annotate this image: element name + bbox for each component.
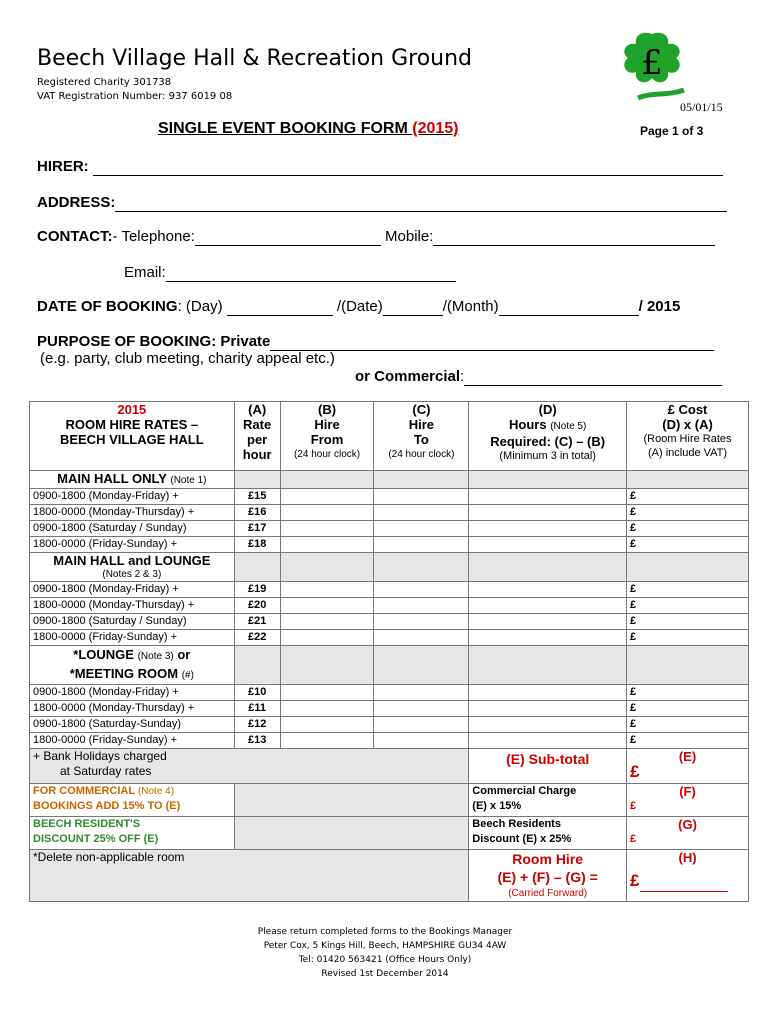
row-label: 1800-0000 (Monday-Thursday) + xyxy=(30,505,235,521)
row-rate: £10 xyxy=(234,685,280,701)
row-rate: £12 xyxy=(234,717,280,733)
room-hire-total-input[interactable] xyxy=(640,876,728,892)
room-hire-pound: £ xyxy=(630,871,640,890)
commercial-charge-line2: (E) x 15% xyxy=(472,800,522,812)
hire-to-cell[interactable] xyxy=(374,614,469,630)
hire-from-cell[interactable] xyxy=(280,717,374,733)
grey-cell xyxy=(280,646,374,685)
resident-discount-line2: Discount (E) x 25% xyxy=(472,833,572,845)
section-title-text: MAIN HALL ONLY xyxy=(57,471,167,486)
subtotal-pound: £ xyxy=(630,762,640,781)
resident-line1: BEECH RESIDENT'S xyxy=(33,818,141,830)
row-label: 1800-0000 (Monday-Thursday) + xyxy=(30,598,235,614)
resident-discount-line1: Beech Residents xyxy=(472,818,561,830)
hire-to-cell[interactable] xyxy=(374,582,469,598)
grey-cell xyxy=(234,817,469,850)
date-input-line[interactable] xyxy=(383,298,443,316)
hours-cell[interactable] xyxy=(469,685,627,701)
cost-cell[interactable]: £ xyxy=(627,537,749,553)
form-title-year: (2015) xyxy=(412,120,459,137)
header-b-sub: (24 hour clock) xyxy=(293,449,361,460)
section-title-or: or xyxy=(177,647,191,662)
commercial-f-label: (F) xyxy=(679,784,696,799)
header-d-hours-text: Hours xyxy=(509,417,547,432)
cost-cell[interactable]: £ xyxy=(627,598,749,614)
section-note: (Note 3) xyxy=(137,651,174,662)
row-label: 0900-1800 (Monday-Friday) + xyxy=(30,582,235,598)
contact-label: CONTACT: xyxy=(37,228,113,245)
header-c-hire: Hire xyxy=(408,417,435,432)
grey-cell xyxy=(374,553,469,582)
header-cost-sub1: (Room Hire Rates xyxy=(643,433,732,445)
charity-number: Registered Charity 301738 xyxy=(37,77,172,88)
hire-to-cell[interactable] xyxy=(374,505,469,521)
delete-note: *Delete non-applicable room xyxy=(30,850,469,902)
hours-cell[interactable] xyxy=(469,614,627,630)
resident-g-label: (G) xyxy=(678,817,697,832)
hall-title: Beech Village Hall & Recreation Ground xyxy=(37,46,473,71)
resident-note xyxy=(30,817,235,850)
commercial-line2: BOOKINGS ADD 15% TO (E) xyxy=(33,800,181,812)
cost-cell[interactable]: £ xyxy=(627,521,749,537)
cost-cell[interactable]: £ xyxy=(627,489,749,505)
footer-return-note: Please return completed forms to the Bookings Manager xyxy=(257,927,513,937)
room-hire-total-cell[interactable] xyxy=(627,850,749,902)
table-row xyxy=(30,521,749,537)
hire-from-cell[interactable] xyxy=(280,630,374,646)
email-label: Email: xyxy=(124,264,166,281)
vat-number: VAT Registration Number: 937 6019 08 xyxy=(37,91,233,102)
resident-discount-label xyxy=(469,817,627,850)
hire-from-cell[interactable] xyxy=(280,537,374,553)
section-main-hall-only xyxy=(30,471,749,489)
hire-to-cell[interactable] xyxy=(374,598,469,614)
room-hire-label xyxy=(469,850,627,902)
table-row xyxy=(30,614,749,630)
page-number: Page 1 of 3 xyxy=(640,124,704,138)
row-label: 1800-0000 (Friday-Sunday) + xyxy=(30,630,235,646)
row-rate: £22 xyxy=(234,630,280,646)
month-label: /(Month) xyxy=(442,298,499,315)
commercial-charge-cell[interactable] xyxy=(627,784,749,817)
commercial-pound: £ xyxy=(630,800,637,812)
table-row xyxy=(30,582,749,598)
room-hire-line2: (E) + (F) – (G) = xyxy=(497,869,598,885)
footer-telephone: Tel: 01420 563421 (Office Hours Only) xyxy=(298,955,472,965)
header-d-sub: (Minimum 3 in total) xyxy=(499,450,596,462)
table-row xyxy=(30,685,749,701)
grey-cell xyxy=(469,646,627,685)
cost-cell[interactable]: £ xyxy=(627,701,749,717)
header-c: (C) xyxy=(412,402,431,417)
address-label: ADDRESS: xyxy=(37,194,116,211)
hire-from-cell[interactable] xyxy=(280,614,374,630)
date-label: /(Date) xyxy=(336,298,383,315)
hire-from-cell[interactable] xyxy=(280,582,374,598)
commercial-note xyxy=(30,784,235,817)
commercial-text: FOR COMMERCIAL xyxy=(33,785,135,797)
section-title xyxy=(30,646,235,685)
row-rate: £15 xyxy=(234,489,280,505)
table-row xyxy=(30,505,749,521)
form-date: 05/01/15 xyxy=(680,100,723,114)
telephone-input-line[interactable] xyxy=(195,228,381,246)
grey-cell xyxy=(234,471,280,489)
subtotal-row xyxy=(30,749,749,784)
grey-cell xyxy=(234,784,469,817)
header-room-rates xyxy=(30,402,235,471)
date-of-booking-label: DATE OF BOOKING xyxy=(37,298,178,315)
header-d-hours xyxy=(472,417,623,434)
form-title xyxy=(158,120,459,138)
private-label: : Private xyxy=(211,333,271,350)
table-row xyxy=(30,630,749,646)
row-rate: £13 xyxy=(234,733,280,749)
section-lounge-or-meeting-room xyxy=(30,646,749,685)
row-rate: £21 xyxy=(234,614,280,630)
header-cost-formula: (D) x (A) xyxy=(662,417,713,432)
hours-cell[interactable] xyxy=(469,733,627,749)
header-a-hour: hour xyxy=(242,447,272,462)
hire-to-cell[interactable] xyxy=(374,685,469,701)
hire-to-cell[interactable] xyxy=(374,733,469,749)
bank-holidays-note xyxy=(30,749,469,784)
row-rate: £20 xyxy=(234,598,280,614)
section-title-line2 xyxy=(33,665,231,684)
hire-from-cell[interactable] xyxy=(280,489,374,505)
header-hire-to xyxy=(374,402,469,471)
email-input-line[interactable] xyxy=(166,264,456,282)
row-label: 0900-1800 (Saturday / Sunday) xyxy=(30,614,235,630)
svg-text:£: £ xyxy=(641,43,663,83)
address-input-line[interactable] xyxy=(115,194,727,212)
commercial-line1 xyxy=(33,784,231,799)
cost-cell[interactable]: £ xyxy=(627,685,749,701)
room-hire-total-row xyxy=(30,850,749,902)
row-label: 1800-0000 (Friday-Sunday) + xyxy=(30,733,235,749)
grey-cell xyxy=(469,471,627,489)
cost-cell[interactable]: £ xyxy=(627,614,749,630)
purpose-label: PURPOSE OF BOOKING xyxy=(37,333,212,350)
grey-cell xyxy=(280,553,374,582)
grey-cell xyxy=(627,471,749,489)
header-d-note: (Note 5) xyxy=(550,421,587,432)
section-title-lounge: *LOUNGE xyxy=(73,647,134,662)
hours-cell[interactable] xyxy=(469,582,627,598)
row-rate: £16 xyxy=(234,505,280,521)
bank-holidays-line2: at Saturday rates xyxy=(60,764,152,778)
hire-to-cell[interactable] xyxy=(374,630,469,646)
hire-from-cell[interactable] xyxy=(280,521,374,537)
hours-cell[interactable] xyxy=(469,489,627,505)
hours-cell[interactable] xyxy=(469,598,627,614)
address-row xyxy=(37,194,727,212)
section-title xyxy=(30,471,235,489)
hire-from-cell[interactable] xyxy=(280,701,374,717)
header-d: (D) xyxy=(538,402,557,417)
row-rate: £18 xyxy=(234,537,280,553)
header-c-to: To xyxy=(413,432,429,447)
commercial-input-line[interactable] xyxy=(464,368,722,386)
row-label: 0900-1800 (Saturday-Sunday) xyxy=(30,717,235,733)
grey-cell xyxy=(627,553,749,582)
hours-cell[interactable] xyxy=(469,521,627,537)
grey-cell xyxy=(280,471,374,489)
hire-to-cell[interactable] xyxy=(374,489,469,505)
grey-cell xyxy=(469,553,627,582)
mobile-input-line[interactable] xyxy=(433,228,715,246)
subtotal-e-label: (E) xyxy=(678,749,697,764)
row-rate: £17 xyxy=(234,521,280,537)
row-label: 1800-0000 (Friday-Sunday) + xyxy=(30,537,235,553)
header-d-required: Required: (C) – (B) xyxy=(490,434,606,449)
form-title-text: SINGLE EVENT BOOKING FORM xyxy=(158,120,408,137)
hirer-label: HIRER: xyxy=(37,158,89,175)
day-label: : (Day) xyxy=(177,298,223,315)
commercial-row: or Commercial: xyxy=(355,368,722,386)
commercial-charge-label xyxy=(469,784,627,817)
cost-cell[interactable]: £ xyxy=(627,630,749,646)
mobile-label: Mobile: xyxy=(385,228,434,245)
cost-cell[interactable]: £ xyxy=(627,505,749,521)
row-rate: £19 xyxy=(234,582,280,598)
hire-from-cell[interactable] xyxy=(280,733,374,749)
cost-cell[interactable]: £ xyxy=(627,733,749,749)
hours-cell[interactable] xyxy=(469,630,627,646)
row-label: 0900-1800 (Monday-Friday) + xyxy=(30,685,235,701)
cost-cell[interactable]: £ xyxy=(627,717,749,733)
footer xyxy=(0,925,770,981)
grey-cell xyxy=(627,646,749,685)
room-hire-rates-table xyxy=(29,401,749,902)
row-rate: £11 xyxy=(234,701,280,717)
header-rate-per-hour xyxy=(234,402,280,471)
header-c-sub: (24 hour clock) xyxy=(388,449,455,460)
hirer-row xyxy=(37,158,723,176)
hire-to-cell[interactable] xyxy=(374,717,469,733)
table-row xyxy=(30,537,749,553)
purpose-example: (e.g. party, club meeting, charity appeal etc.) xyxy=(40,350,335,367)
commercial-charge-line1: Commercial Charge xyxy=(472,785,577,797)
commercial-row xyxy=(30,784,749,817)
purpose-row xyxy=(37,333,714,351)
hours-cell[interactable] xyxy=(469,701,627,717)
section-title-text: MAIN HALL and LOUNGE xyxy=(53,553,211,568)
hire-from-cell[interactable] xyxy=(280,598,374,614)
table-row xyxy=(30,598,749,614)
section-title-line1 xyxy=(33,646,231,665)
hire-from-cell[interactable] xyxy=(280,505,374,521)
header-cost-title: £ Cost xyxy=(667,402,708,417)
table-row xyxy=(30,489,749,505)
date-of-booking-row xyxy=(37,298,680,316)
commercial-label: or Commercial xyxy=(355,368,461,385)
section-note: (Note 1) xyxy=(170,475,207,486)
resident-line2: DISCOUNT 25% OFF (E) xyxy=(33,833,159,845)
day-input-line[interactable] xyxy=(227,298,333,316)
header-b: (B) xyxy=(318,402,337,417)
header-b-hire: Hire xyxy=(314,417,340,432)
section-main-hall-and-lounge xyxy=(30,553,749,582)
hours-cell[interactable] xyxy=(469,537,627,553)
hire-from-cell[interactable] xyxy=(280,685,374,701)
month-input-line[interactable] xyxy=(499,298,639,316)
hirer-input-line[interactable] xyxy=(93,158,723,176)
subtotal-label: (E) Sub-total xyxy=(469,749,627,784)
hours-cell[interactable] xyxy=(469,717,627,733)
header-cost xyxy=(627,402,749,471)
grey-cell xyxy=(234,553,280,582)
footer-address: Peter Cox, 5 Kings Hill, Beech, HAMPSHIRE GU34 4AW xyxy=(263,941,507,951)
room-hire-line1: Room Hire xyxy=(512,851,584,867)
section-title-meeting-room: *MEETING ROOM xyxy=(69,666,179,681)
oak-leaf-pound-logo xyxy=(612,26,692,106)
hire-to-cell[interactable] xyxy=(374,701,469,717)
hire-to-cell[interactable] xyxy=(374,521,469,537)
row-label: 0900-1800 (Monday-Friday) + xyxy=(30,489,235,505)
room-hire-total-line xyxy=(630,873,745,892)
header-rates-line2: BEECH VILLAGE HALL xyxy=(59,432,204,447)
telephone-label: - Telephone: xyxy=(112,228,195,245)
header-a: (A) xyxy=(248,402,267,417)
section-note-hash: (#) xyxy=(181,670,194,681)
email-row xyxy=(124,264,456,282)
header-hours-required xyxy=(469,402,627,471)
header-year: 2015 xyxy=(117,402,147,417)
contact-row xyxy=(37,228,715,246)
hire-to-cell[interactable] xyxy=(374,537,469,553)
grey-cell xyxy=(374,471,469,489)
section-note: (Notes 2 & 3) xyxy=(102,569,162,580)
cost-cell[interactable]: £ xyxy=(627,582,749,598)
resident-pound: £ xyxy=(630,833,637,845)
header-rates-line1: ROOM HIRE RATES – xyxy=(65,417,199,432)
section-title xyxy=(30,553,235,582)
year-label: / 2015 xyxy=(638,298,681,315)
commercial-note-ref: (Note 4) xyxy=(137,786,175,797)
header-cost-sub2: (A) include VAT) xyxy=(647,447,728,459)
header-a-rate: Rate xyxy=(243,417,272,432)
room-hire-h-label: (H) xyxy=(678,850,697,865)
header-b-from: From xyxy=(310,432,344,447)
hours-cell[interactable] xyxy=(469,505,627,521)
room-hire-line3: (Carried Forward) xyxy=(508,888,588,899)
private-input-line[interactable] xyxy=(270,333,714,351)
table-row xyxy=(30,733,749,749)
row-label: 0900-1800 (Saturday / Sunday) xyxy=(30,521,235,537)
resident-discount-cell[interactable] xyxy=(627,817,749,850)
bank-holidays-line1: + Bank Holidays charged xyxy=(33,749,167,763)
table-row xyxy=(30,701,749,717)
grey-cell xyxy=(374,646,469,685)
header-hire-from xyxy=(280,402,374,471)
row-label: 1800-0000 (Monday-Thursday) + xyxy=(30,701,235,717)
grey-cell xyxy=(234,646,280,685)
table-row xyxy=(30,717,749,733)
table-header-row xyxy=(30,402,749,471)
subtotal-cell[interactable] xyxy=(627,749,749,784)
resident-discount-row xyxy=(30,817,749,850)
header-a-per: per xyxy=(247,432,268,447)
footer-revised: Revised 1st December 2014 xyxy=(321,969,449,979)
